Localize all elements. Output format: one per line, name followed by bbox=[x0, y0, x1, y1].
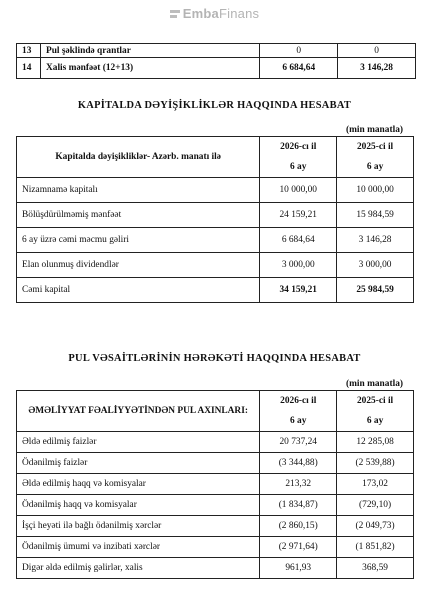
value-2026: 3 000,00 bbox=[260, 253, 337, 278]
column-header-2026 bbox=[260, 391, 337, 432]
value-2026: (2 860,15) bbox=[260, 516, 337, 537]
income-table-tail bbox=[16, 43, 416, 79]
value-2025: (2 539,88) bbox=[337, 453, 414, 474]
row-number: 14 bbox=[17, 58, 41, 79]
value-2026: (1 834,87) bbox=[260, 495, 337, 516]
cashflow-section-title: PUL VƏSAİTLƏRİNİN HƏRƏKƏTİ HAQQINDA HESABAT bbox=[68, 353, 361, 364]
table-row bbox=[17, 228, 414, 253]
value-2026: 24 159,21 bbox=[260, 203, 337, 228]
value-2026: 961,93 bbox=[260, 558, 337, 579]
row-number: 13 bbox=[17, 44, 41, 58]
value-2026: 34 159,21 bbox=[260, 278, 337, 303]
value-2026: 6 684,64 bbox=[260, 58, 338, 79]
value-2026: (2 971,64) bbox=[260, 537, 337, 558]
value-2026: 6 684,64 bbox=[260, 228, 337, 253]
row-label: Pul şəklində qrantlar bbox=[40, 44, 259, 58]
value-2025: (1 851,82) bbox=[337, 537, 414, 558]
value-2025: 173,02 bbox=[337, 474, 414, 495]
table-row bbox=[17, 253, 414, 278]
header-period: 6 ay bbox=[290, 416, 307, 426]
value-2025: (2 049,73) bbox=[337, 516, 414, 537]
table-row bbox=[17, 537, 414, 558]
value-2026: 20 737,24 bbox=[260, 432, 337, 453]
table-header-row bbox=[17, 137, 414, 178]
row-label: Bölüşdürülməmiş mənfəət bbox=[17, 203, 260, 228]
value-2026: 213,32 bbox=[260, 474, 337, 495]
brand-suffix: Finans bbox=[218, 6, 260, 21]
value-2025: 25 984,59 bbox=[337, 278, 414, 303]
row-label: Cəmi kapital bbox=[17, 278, 260, 303]
header-year: 2025-ci il bbox=[356, 142, 394, 152]
value-2026: (3 344,88) bbox=[260, 453, 337, 474]
row-label: Ödənilmiş ümumi və inzibati xərclər bbox=[17, 537, 260, 558]
header-period: 6 ay bbox=[290, 162, 307, 172]
value-2025: 3 000,00 bbox=[337, 253, 414, 278]
value-2025: (729,10) bbox=[337, 495, 414, 516]
row-label: Ödənilmiş haqq və komisyalar bbox=[17, 495, 260, 516]
row-label: 6 ay üzrə cəmi məcmu gəliri bbox=[17, 228, 260, 253]
value-2025: 3 146,28 bbox=[337, 228, 414, 253]
table-row bbox=[17, 44, 416, 58]
table-row bbox=[17, 453, 414, 474]
header-period: 6 ay bbox=[366, 162, 384, 172]
capital-section-title: KAPİTALDA DƏYİŞİKLİKLƏR HAQQINDA HESABAT bbox=[77, 100, 352, 111]
row-label: Elan olunmuş dividendlər bbox=[17, 253, 260, 278]
cashflow-unit-note: (min manatla) bbox=[345, 379, 403, 389]
table-row bbox=[17, 58, 416, 79]
row-label: Ödənilmiş faizlər bbox=[17, 453, 260, 474]
value-2025: 12 285,08 bbox=[337, 432, 414, 453]
value-2025: 0 bbox=[338, 44, 416, 58]
row-label: Xalis mənfəət (12+13) bbox=[40, 58, 259, 79]
table-row bbox=[17, 203, 414, 228]
value-2026: 0 bbox=[260, 44, 338, 58]
header-year: 2026-cı il bbox=[280, 396, 317, 406]
table-row-total bbox=[17, 278, 414, 303]
header-year: 2026-cı il bbox=[280, 142, 317, 152]
row-label: Əldə edilmiş haqq və komisyalar bbox=[17, 474, 260, 495]
value-2025: 368,59 bbox=[337, 558, 414, 579]
table-row bbox=[17, 178, 414, 203]
row-label: Nizamnamə kapitalı bbox=[17, 178, 260, 203]
row-label: İşçi heyəti ilə bağlı ödənilmiş xərclər bbox=[17, 516, 260, 537]
capital-changes-table bbox=[16, 136, 414, 303]
header-period: 6 ay bbox=[366, 416, 384, 426]
row-label: Əldə edilmiş faizlər bbox=[17, 432, 260, 453]
table-row bbox=[17, 495, 414, 516]
column-header-label: ƏMƏLİYYAT FƏALİYYƏTİNDƏN PUL AXINLARI: bbox=[17, 391, 260, 432]
cash-flow-table bbox=[16, 390, 414, 579]
table-row bbox=[17, 516, 414, 537]
table-row bbox=[17, 474, 414, 495]
value-2025: 15 984,59 bbox=[337, 203, 414, 228]
table-header-row bbox=[17, 391, 414, 432]
table-row bbox=[17, 558, 414, 579]
brand-logo bbox=[0, 6, 429, 21]
column-header-2025 bbox=[337, 137, 414, 178]
header-year: 2025-ci il bbox=[356, 396, 394, 406]
column-header-label: Kapitalda dəyişikliklər- Azərb. manatı ilə bbox=[17, 137, 260, 178]
logo-mark-icon bbox=[170, 9, 180, 19]
table-row bbox=[17, 432, 414, 453]
capital-unit-note: (min manatla) bbox=[345, 125, 403, 135]
value-2025: 3 146,28 bbox=[338, 58, 416, 79]
row-label: Digər əldə edilmiş gəlirlər, xalis bbox=[17, 558, 260, 579]
column-header-2026 bbox=[260, 137, 337, 178]
brand-prefix: Emba bbox=[182, 6, 219, 21]
value-2025: 10 000,00 bbox=[337, 178, 414, 203]
value-2026: 10 000,00 bbox=[260, 178, 337, 203]
column-header-2025 bbox=[337, 391, 414, 432]
